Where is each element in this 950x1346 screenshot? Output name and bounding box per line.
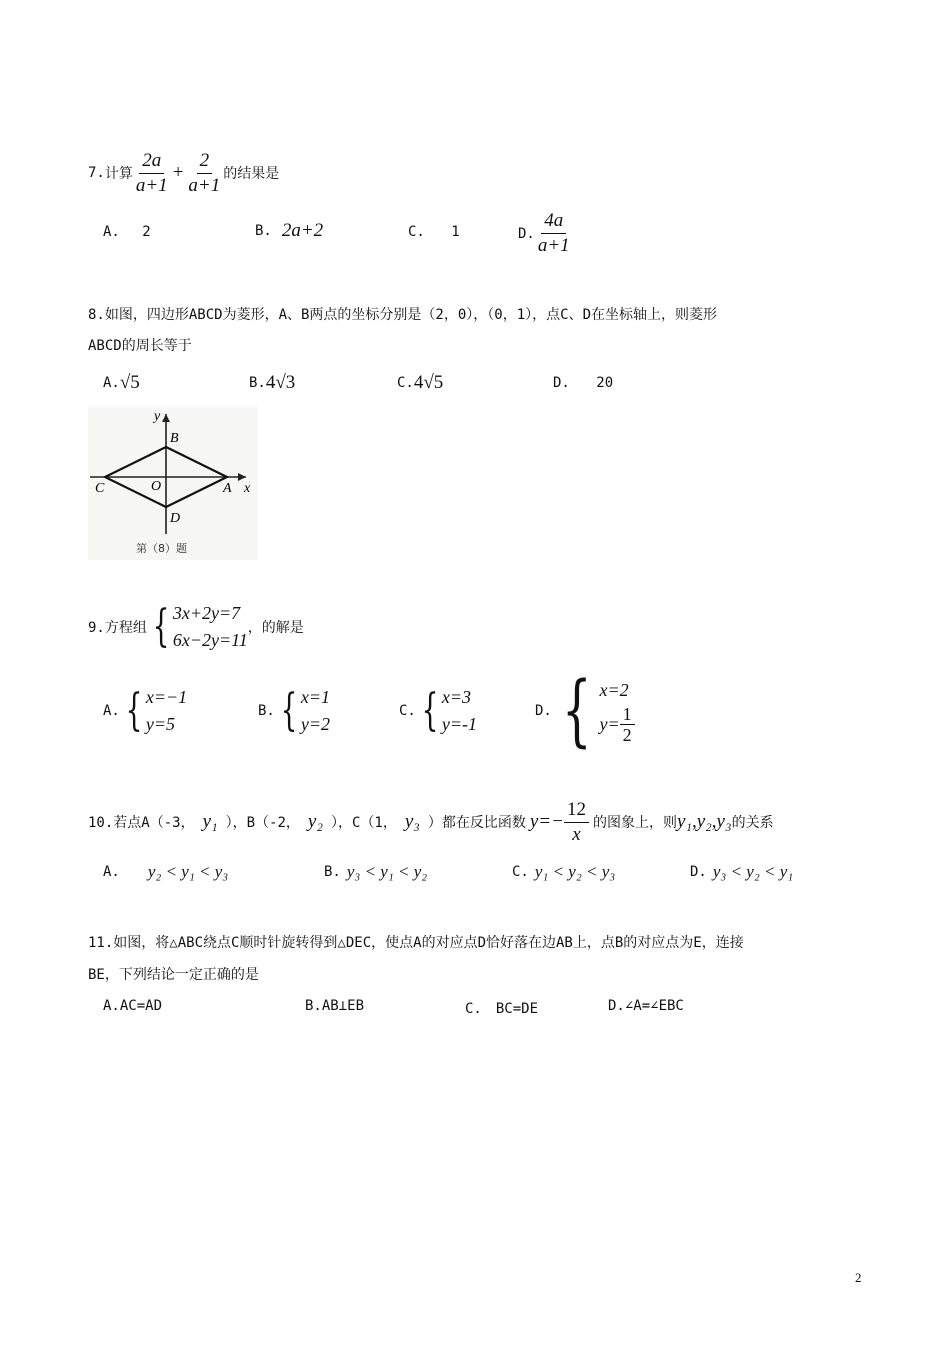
q10-function-fraction (564, 798, 589, 847)
q9-equation-2: 6x−2y=11 (172, 630, 248, 650)
label-y: y (154, 409, 161, 424)
label-b: B (170, 431, 179, 446)
q11-stem-line-1: 11.如图，将△ABC绕点C顺时针旋转得到△DEC，使点A的对应点D恰好落在边AB上，点B的对应点为E，连接 (88, 935, 744, 951)
q7-number: 7. (88, 165, 105, 181)
q10-part-4: ）都在反比函数 (427, 815, 526, 831)
q8-option-a-label: A. (103, 375, 120, 391)
q7-option-c-value: 1 (451, 224, 460, 240)
q11-stem-line-2: BE，下列结论一定正确的是 (88, 967, 259, 983)
q10-part-1: 10.若点A（-3， (88, 815, 195, 831)
q10-option-d-label: D. (690, 864, 707, 880)
y-axis-arrow (162, 414, 170, 422)
q10-option-b-label: B. (324, 864, 341, 880)
label-x: x (244, 481, 251, 496)
q7-frac1-denominator: a+1 (135, 174, 168, 196)
q9-option-d-label: D. (535, 703, 552, 719)
q9-option-d-numerator: 1 (620, 704, 635, 725)
q10-function-denominator: x (572, 823, 581, 845)
q9-option-b-brace: { (280, 685, 298, 736)
q11-option-d: D.∠A=∠EBC (608, 998, 684, 1014)
q7-option-d-fraction (535, 209, 573, 258)
q7-option-d-denominator: a+1 (537, 235, 570, 256)
q7-plus: + (172, 162, 184, 183)
q9-option-b-label: B. (258, 703, 275, 719)
q7-option-b (255, 220, 323, 242)
q8-option-b-value: 4√3 (265, 372, 296, 393)
q9-option-d-x: x=2 (599, 680, 629, 700)
q9-option-a-x: x=−1 (145, 687, 188, 707)
label-a: A (223, 481, 232, 496)
label-d: D (170, 511, 181, 526)
q10-option-b-value: y₃ < y₁ < y₂ (346, 862, 428, 881)
q8-option-b-label: B. (249, 375, 266, 391)
q9-option-c-rows (442, 684, 477, 738)
q9-equation-system (147, 600, 248, 654)
q7-option-b-label: B. (255, 223, 272, 239)
q8-option-b (249, 372, 295, 394)
q8-option-d-label: D. (553, 375, 570, 391)
q8-option-a (103, 372, 140, 394)
q9-option-a-rows (146, 684, 187, 738)
q7-fraction-1 (133, 149, 171, 198)
q11-option-a: A.AC=AD (103, 998, 163, 1014)
q9-stem (88, 600, 304, 654)
q9-option-c-label: C. (399, 703, 416, 719)
q7-stem (88, 151, 279, 195)
q8-stem-line-2: ABCD的周长等于 (88, 338, 192, 354)
q10-y2: y₂ (307, 811, 323, 832)
q8-rhombus-figure (88, 406, 258, 560)
label-c: C (95, 481, 105, 496)
label-o: O (151, 479, 162, 494)
q10-y3: y₃ (404, 811, 420, 832)
q9-option-d-rows (600, 677, 635, 745)
q8-option-a-value: √5 (119, 372, 140, 393)
q9-option-b-y: y=2 (300, 714, 330, 734)
q9-option-a (103, 684, 187, 738)
q10-function-lhs: y=− (529, 811, 564, 832)
q9-option-d-fraction (620, 704, 635, 745)
q9-option-c-x: x=3 (441, 687, 471, 707)
q8-option-c (397, 372, 443, 394)
q9-equations (173, 600, 248, 654)
x-axis-arrow (238, 473, 246, 481)
q9-option-c-brace: { (421, 685, 439, 736)
q9-option-c (399, 684, 477, 738)
q7-option-d (518, 209, 573, 258)
q11-option-b: B.AB⊥EB (305, 998, 365, 1014)
q9-option-b-rows (301, 684, 330, 738)
q11-option-c: C. BC=DE (465, 1001, 539, 1017)
q8-option-d-value: 20 (596, 375, 614, 391)
q9-suffix: ，的解是 (247, 620, 304, 636)
q9-option-c-y: y=-1 (441, 714, 477, 734)
q8-option-c-value: 4√5 (413, 372, 444, 393)
q10-option-c-value: y₁ < y₂ < y₃ (534, 862, 616, 881)
q7-frac2-denominator: a+1 (188, 174, 221, 196)
q7-frac1-numerator: 2a (139, 149, 164, 174)
q9-brace: { (152, 601, 170, 652)
q10-option-a (103, 862, 228, 882)
q7-option-a-label: A. (103, 224, 120, 240)
q7-option-c-label: C. (408, 224, 425, 240)
q10-option-b (324, 862, 427, 882)
q10-option-d-value: y₃ < y₂ < y₁ (712, 862, 794, 881)
figure-caption: 第（8）题 (136, 542, 187, 555)
q8-rhombus-diagram (88, 406, 258, 560)
q10-y-list: y₁,y₂,y₃ (676, 811, 732, 832)
q9-prefix: 9.方程组 (88, 620, 147, 636)
q9-option-b (258, 684, 330, 738)
q7-frac2-numerator: 2 (197, 149, 213, 174)
q9-equation-1: 3x+2y=7 (172, 603, 241, 623)
q9-option-b-x: x=1 (300, 687, 330, 707)
q10-part-6: 的关系 (731, 815, 774, 831)
q7-option-d-label: D. (518, 225, 535, 242)
q8-stem-line-1: 8.如图，四边形ABCD为菱形，A、B两点的坐标分别是（2，0），（0，1），点C、D在坐标轴上，则菱形 (88, 307, 717, 323)
q10-part-5: 的图象上，则 (592, 815, 677, 831)
q9-option-d-brace: { (561, 666, 592, 756)
q7-option-c (408, 224, 460, 240)
q10-option-a-value: y₂ < y₁ < y₃ (147, 862, 229, 881)
q10-option-a-label: A. (103, 864, 120, 880)
q9-option-c-system (416, 684, 477, 738)
q7-option-b-value: 2a+2 (281, 220, 324, 241)
q9-option-a-brace: { (125, 685, 143, 736)
q7-option-a (103, 224, 151, 240)
q7-option-d-numerator: 4a (541, 209, 566, 234)
q9-option-b-system (275, 684, 330, 738)
q10-y1: y₁ (202, 811, 218, 832)
q10-part-2: ），B（-2， (225, 815, 300, 831)
q7-fraction-2 (185, 149, 223, 198)
q8-option-d (553, 375, 613, 391)
q10-stem (88, 799, 774, 845)
q8-option-c-label: C. (397, 375, 414, 391)
q10-part-3: ），C（1， (330, 815, 397, 831)
q10-option-c (512, 862, 615, 882)
q7-prefix: 计算 (104, 166, 133, 182)
q9-option-d-y: y= (599, 714, 620, 734)
q9-option-d (535, 666, 635, 756)
q9-option-d-y-row (600, 704, 635, 745)
q9-option-a-system (120, 684, 187, 738)
q9-option-a-label: A. (103, 703, 120, 719)
q7-suffix: 的结果是 (223, 166, 280, 182)
q9-option-d-system (552, 666, 635, 756)
q9-option-d-denominator: 2 (622, 725, 632, 745)
q7-option-a-value: 2 (142, 224, 151, 240)
q10-option-d (690, 862, 793, 882)
q10-function-numerator: 12 (564, 798, 589, 823)
q10-option-c-label: C. (512, 864, 529, 880)
q9-option-a-y: y=5 (145, 714, 175, 734)
page-number: 2 (855, 1270, 862, 1285)
